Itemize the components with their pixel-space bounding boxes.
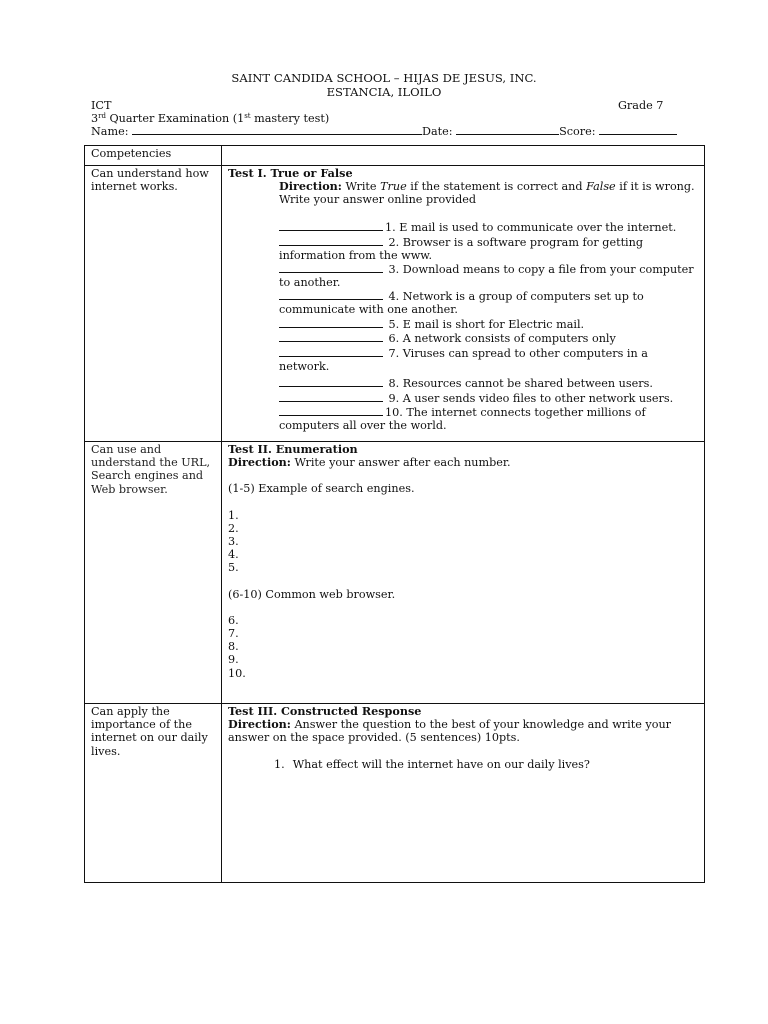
answer-blank[interactable] xyxy=(279,318,383,328)
list-item xyxy=(279,290,698,318)
test-direction xyxy=(228,180,698,206)
item-text: 3. Download means to copy a file from your computer xyxy=(385,262,694,276)
answer-blank[interactable] xyxy=(279,263,383,273)
item-text: 5. E mail is short for Electric mail. xyxy=(385,317,585,331)
test-title: Test II. Enumeration xyxy=(228,442,358,456)
item-text: 2. Browser is a software program for getting xyxy=(385,235,644,249)
exam-title-sup: st xyxy=(244,112,251,120)
item-text: computers all over the world. xyxy=(279,418,447,432)
name-date-score-line xyxy=(91,125,677,138)
date-label: Date: xyxy=(422,125,453,138)
item-text: information from the www. xyxy=(279,248,433,262)
competency-cell: Can use and understand the URL, Search engines and Web browser. xyxy=(85,442,222,704)
test-title: Test I. True or False xyxy=(228,166,353,180)
list-item xyxy=(279,236,698,263)
subject-label: ICT xyxy=(91,99,112,112)
list-item xyxy=(279,332,698,347)
exam-title xyxy=(91,112,329,125)
list-item xyxy=(279,318,698,332)
list-item xyxy=(279,377,698,392)
item-text: 10. The internet connects together millions of xyxy=(385,405,646,419)
item-text: 9. A user sends video files to other network users. xyxy=(385,391,674,405)
test-1-cell xyxy=(222,166,705,442)
school-name: SAINT CANDIDA SCHOOL – HIJAS DE JESUS, INC. xyxy=(231,71,537,85)
score-field[interactable] xyxy=(599,125,677,135)
question-number: 1. xyxy=(274,757,285,771)
list-item: 9. xyxy=(228,653,239,667)
date-field[interactable] xyxy=(456,125,559,135)
item-text: 6. A network consists of computers only xyxy=(385,331,616,345)
list-item xyxy=(279,392,698,406)
enumeration-list xyxy=(228,509,698,575)
name-field[interactable] xyxy=(132,125,422,135)
list-item: 4. xyxy=(228,548,239,562)
direction-text: Write xyxy=(345,180,381,194)
test-row xyxy=(85,166,705,442)
competency-cell: Can apply the importance of the internet on our daily lives. xyxy=(85,704,222,883)
list-item xyxy=(279,263,698,290)
group-label: (6-10) Common web browser. xyxy=(228,587,396,601)
item-text: 4. Network is a group of computers set up to xyxy=(385,289,644,303)
enumeration-list xyxy=(228,614,698,680)
exam-title-sup: rd xyxy=(98,112,106,120)
school-location: ESTANCIA, ILOILO xyxy=(326,85,442,99)
direction-text: Write your answer online provided xyxy=(279,193,477,207)
test-title: Test III. Constructed Response xyxy=(228,704,422,718)
answer-blank[interactable] xyxy=(279,290,383,300)
list-item: 7. xyxy=(228,627,239,641)
item-text: 8. Resources cannot be shared between users. xyxy=(385,376,653,390)
direction-text: Write your answer after each number. xyxy=(290,456,511,470)
list-item xyxy=(279,406,698,434)
name-label: Name: xyxy=(91,125,129,138)
item-text: communicate with one another. xyxy=(279,302,458,316)
test-2-cell xyxy=(222,442,705,704)
list-item: 5. xyxy=(228,561,239,575)
score-label: Score: xyxy=(559,125,596,138)
true-false-list xyxy=(228,221,698,434)
item-text: 1. E mail is used to communicate over the internet. xyxy=(385,220,677,234)
direction-text: Answer the question to the best of your knowledge and write your xyxy=(290,718,671,732)
direction-text: answer on the space provided. (5 sentences) 10pts. xyxy=(228,731,520,745)
list-item xyxy=(279,221,698,236)
table-header-row xyxy=(85,146,705,166)
competencies-header: Competencies xyxy=(85,146,222,166)
header-empty-cell xyxy=(222,146,705,166)
direction-text: False xyxy=(586,180,616,194)
group-label: (1-5) Example of search engines. xyxy=(228,482,415,496)
direction-label: Direction: xyxy=(228,717,291,732)
item-text: 7. Viruses can spread to other computers in a xyxy=(385,346,648,360)
list-item: 6. xyxy=(228,613,239,627)
test-direction xyxy=(228,456,698,469)
exam-table xyxy=(84,145,705,883)
answer-blank[interactable] xyxy=(279,332,383,342)
test-row xyxy=(85,704,705,883)
test-direction xyxy=(228,718,698,731)
direction-label: Direction: xyxy=(279,179,342,194)
direction-label: Direction: xyxy=(228,455,291,470)
grade-label: Grade 7 xyxy=(618,99,664,112)
exam-title-part: mastery test) xyxy=(250,112,330,125)
list-item: 8. xyxy=(228,640,239,654)
exam-title-part: Quarter Examination (1 xyxy=(105,112,245,125)
answer-blank[interactable] xyxy=(279,221,383,231)
exam-title-part: 3 xyxy=(91,112,99,125)
answer-blank[interactable] xyxy=(279,377,383,387)
answer-blank[interactable] xyxy=(279,236,383,246)
answer-blank[interactable] xyxy=(279,392,383,402)
direction-text: if it is wrong. xyxy=(615,180,695,194)
question xyxy=(228,758,698,771)
test-3-cell xyxy=(222,704,705,883)
list-item: 2. xyxy=(228,521,239,535)
answer-blank[interactable] xyxy=(279,347,383,357)
test-row xyxy=(85,442,705,704)
competency-cell: Can understand how internet works. xyxy=(85,166,222,442)
direction-text: if the statement is correct and xyxy=(406,180,587,194)
item-text: to another. xyxy=(279,275,341,289)
direction-text: True xyxy=(380,180,407,194)
answer-blank[interactable] xyxy=(279,406,383,416)
question-text: What effect will the internet have on our daily lives? xyxy=(292,757,590,771)
list-item: 10. xyxy=(228,666,246,680)
list-item: 1. xyxy=(228,508,239,522)
list-item xyxy=(279,347,698,377)
item-text: network. xyxy=(279,359,330,373)
list-item: 3. xyxy=(228,535,239,549)
